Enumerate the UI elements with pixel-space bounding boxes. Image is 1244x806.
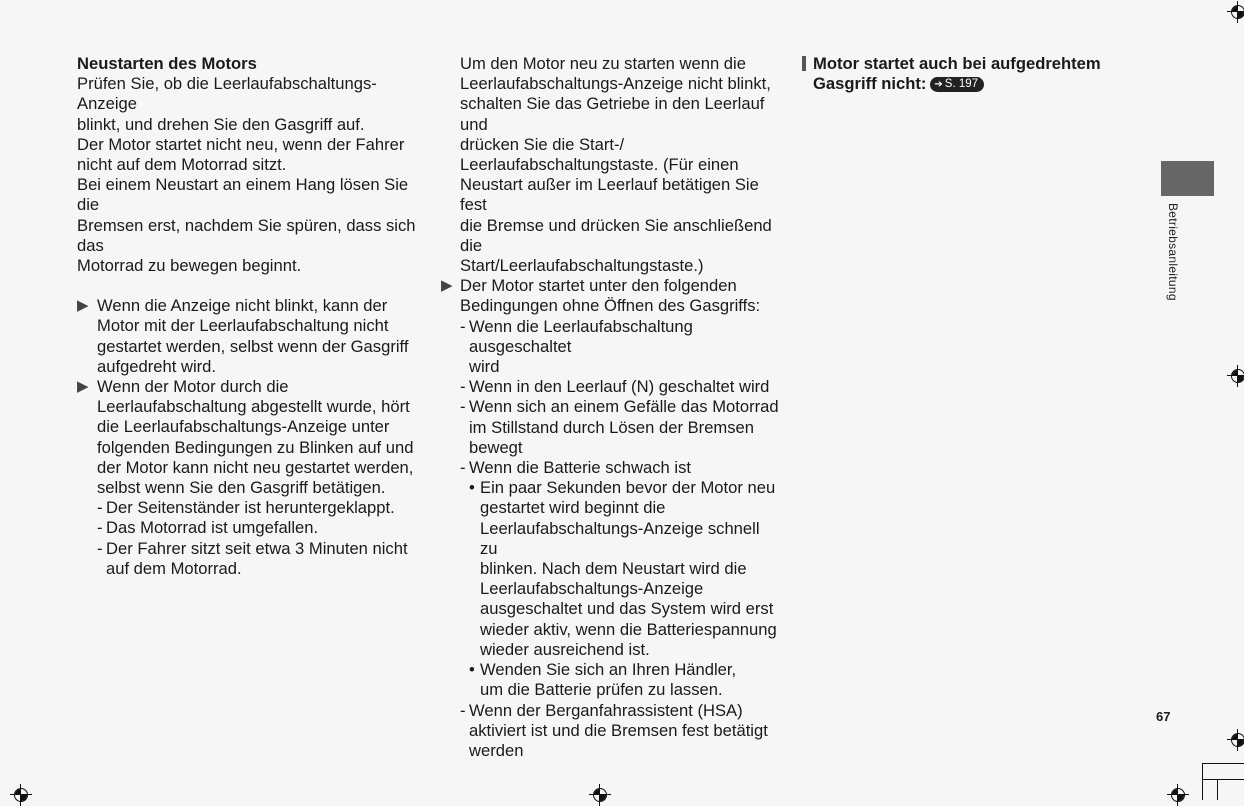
note-line: Wenn die Anzeige nicht blinkt, kann der [97,296,388,316]
page-reference-link[interactable]: ➔ S. 197 [930,77,984,92]
registration-mark-icon [589,784,611,806]
registration-mark-icon [1227,1,1244,23]
note-block: ▶ Der Motor startet unter den folgenden Bedingungen ohne Öffnen des Gasgriffs: - Wenn die Leerlaufabschaltung ausgeschaltet wird - Wenn in den Leerlauf (N) geschaltet wird - Wenn sich an einem Gefälle das Motorrad im Stillstand durch Lösen der Bremsen bewegt - Wenn die Batterie schwach ist • Ein paar Sekunden bevor der Motor neu gestartet wird beginnt die Leerlaufabschaltungs-Anzeige schnell zu blinken. Nach dem Neustart wird die Leerlaufabschaltungs-Anzeige ausgeschaltet und das System wird erst wieder aktiv, wenn die Batteriespannung wieder ausreichend ist. • Wenden Sie sich an Ihren Händler, um die Batterie prüfen zu lassen. - Wenn der Berganfahrassistent (HSA) aktiviert ist und die Bremsen fest betätigt werden [441,276,781,761]
crop-mark [1217,779,1218,800]
note-block [77,377,422,579]
intro-line: Bremsen erst, nachdem Sie spüren, dass sich das [77,215,416,255]
heading-bar-icon [802,56,806,71]
condition-item: - Der Fahrer sitzt seit etwa 3 Minuten nicht auf dem Motorrad. [97,538,408,578]
note-line: der Motor kann nicht neu gestartet werden, [97,457,414,477]
registration-mark-icon [1227,729,1244,751]
condition-item: - Das Motorrad ist umgefallen. [97,518,319,538]
condition-item: - Wenn die Leerlaufabschaltung ausgeschaltet wird [460,316,693,377]
column-left [77,54,422,579]
body-line: Leerlaufabschaltungs-Anzeige nicht blinkt, [460,74,771,94]
section-heading: Neustarten des Motors [77,54,257,73]
intro-line: nicht auf dem Motorrad sitzt. [77,155,287,175]
note-block [77,296,422,377]
note-marker-icon: ▶ [77,378,89,396]
crop-mark [1202,763,1244,764]
crop-mark [1202,763,1203,800]
note-marker-icon: ▶ [77,297,89,315]
body-line: drücken Sie die Start-/ [460,134,625,154]
condition-item: - Der Seitenständer ist heruntergeklappt. [97,498,395,518]
condition-item: - Wenn die Batterie schwach ist • Ein paar Sekunden bevor der Motor neu gestartet wird beginnt die Leerlaufabschaltungs-Anzeige schnell zu blinken. Nach dem Neustart wird die Leerlaufabschaltungs-Anzeige ausgeschaltet und das System wird erst wieder aktiv, wenn die Batteriespannung wieder ausreichend ist. • Wenden Sie sich an Ihren Händler, um die Batterie prüfen zu lassen. [460,458,781,700]
note-line: die Leerlaufabschaltungs-Anzeige unter [97,417,390,437]
body-line: die Bremse und drücken Sie anschließend die [460,215,772,255]
body-line: Neustart außer im Leerlauf betätigen Sie fest [460,175,759,215]
column-middle [441,54,781,761]
condition-item: - Wenn sich an einem Gefälle das Motorrad im Stillstand durch Lösen der Bremsen bewegt [460,397,779,457]
note-line: Motor mit der Leerlaufabschaltung nicht [97,316,389,336]
note-line: Wenn der Motor durch die [97,377,289,397]
column-right [801,54,1121,94]
note-line: selbst wenn Sie den Gasgriff betätigen. [97,478,386,498]
note-line: gestartet werden, selbst wenn der Gasgriff [97,336,409,356]
body-line: schalten Sie das Getriebe in den Leerlauf und [460,94,765,134]
intro-line: blinkt, und drehen Sie den Gasgriff auf. [77,114,365,134]
note-line: folgenden Bedingungen zu Blinken auf und [97,437,414,457]
chapter-tab-label: Betriebsanleitung [1166,203,1180,301]
body-line: Um den Motor neu zu starten wenn die [460,54,746,73]
bullet-item: • Ein paar Sekunden bevor der Motor neu gestartet wird beginnt die Leerlaufabschaltungs-Anzeige schnell zu blinken. Nach dem Neustart wird die Leerlaufabschaltungs-Anzeige ausgeschaltet und das System wird erst wieder aktiv, wenn die Batteriespannung wieder ausreichend ist. [469,478,777,659]
note-line: Leerlaufabschaltung abgestellt wurde, hört [97,397,410,417]
body-line: Start/Leerlaufabschaltungstaste.) [460,256,704,276]
chapter-tab[interactable] [1161,161,1214,196]
condition-item: - Wenn in den Leerlauf (N) geschaltet wird [460,377,770,397]
body-line: Leerlaufabschaltungstaste. (Für einen [460,155,739,175]
note-line: aufgedreht wird. [97,356,216,376]
registration-mark-icon [1227,365,1244,387]
intro-line: Der Motor startet nicht neu, wenn der Fahrer [77,134,405,154]
registration-mark-icon [1167,784,1189,806]
subsection-heading: Motor startet auch bei aufgedrehtem Gasgriff nicht: ➔ S. 197 [801,54,1121,94]
page-number: 67 [1156,709,1171,724]
intro-line: Prüfen Sie, ob die Leerlaufabschaltungs-Anzeige [77,74,377,114]
bullet-item: • Wenden Sie sich an Ihren Händler, um die Batterie prüfen zu lassen. [469,660,737,700]
arrow-right-icon: ➔ [934,79,943,91]
registration-mark-icon [10,784,32,806]
condition-item: - Wenn der Berganfahrassistent (HSA) aktiviert ist und die Bremsen fest betätigt werden [460,700,768,760]
intro-line: Bei einem Neustart an einem Hang lösen Sie die [77,175,409,215]
note-marker-icon: ▶ [441,277,453,295]
intro-line: Motorrad zu bewegen beginnt. [77,256,302,276]
crop-mark [1202,779,1244,780]
